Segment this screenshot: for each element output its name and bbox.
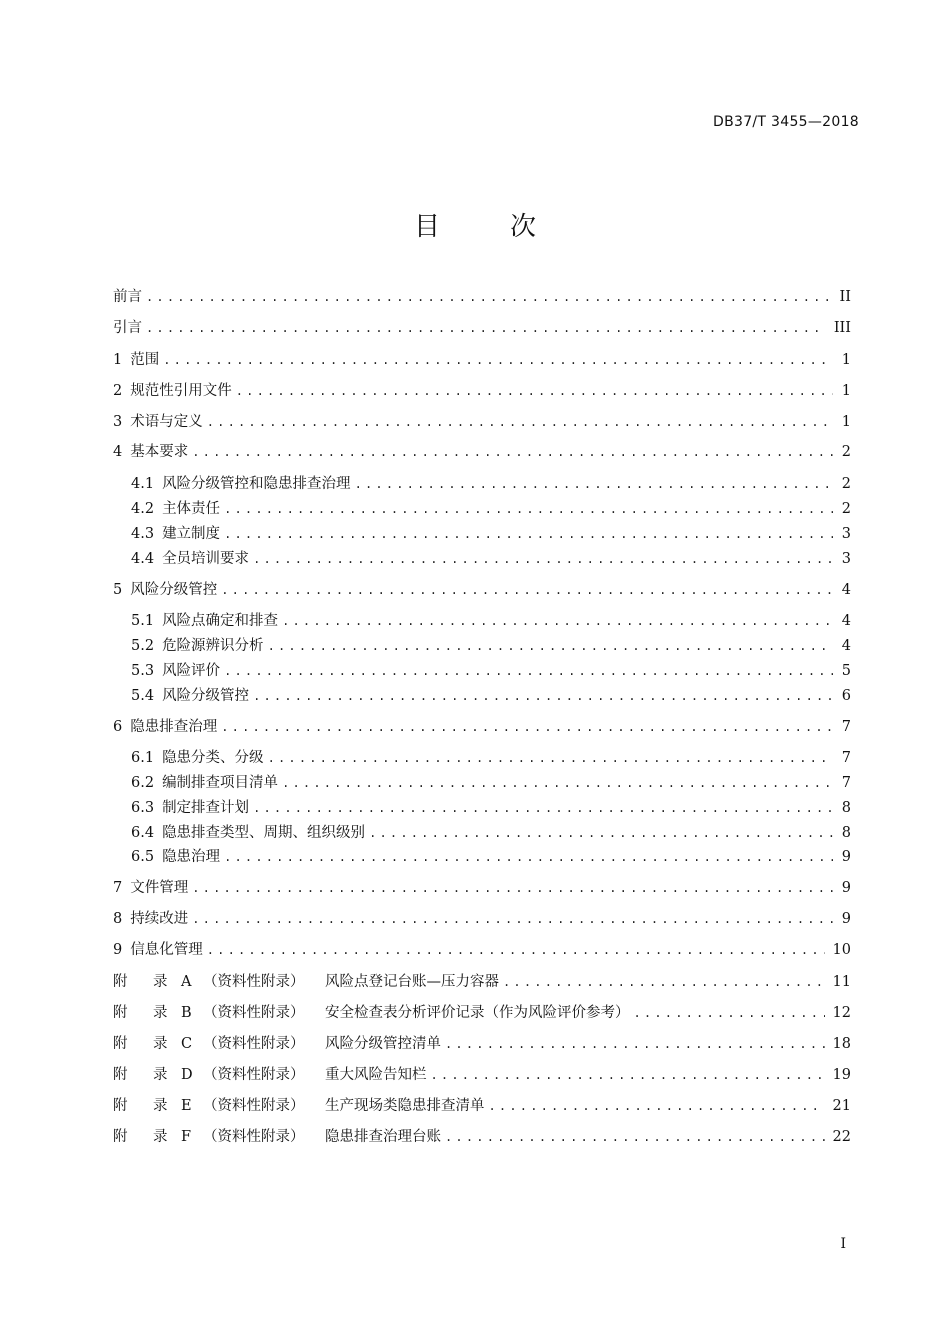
toc-entry-6[interactable]: 6 隐患排查治理 ..... 7 — [113, 716, 851, 738]
toc-entry-6-1[interactable]: 6.1 隐患分类、分级 ..... 7 — [131, 747, 851, 769]
dot-leader — [224, 502, 833, 520]
dot-leader — [503, 975, 825, 993]
dot-leader — [236, 384, 833, 402]
toc-entry-6-2[interactable]: 6.2 编制排查项目清单 ..... 7 — [131, 772, 851, 794]
toc-entry-4-1[interactable]: 4.1 风险分级管控和隐患排查治理 ..... 2 — [131, 473, 851, 495]
toc-page-number: III — [833, 320, 851, 336]
toc-entry-4-3[interactable]: 4.3 建立制度 ..... 3 — [131, 523, 851, 545]
toc-page-number: 2 — [841, 501, 851, 517]
toc-page-number: 8 — [841, 800, 851, 816]
toc-annex-b[interactable]: 附 录 B （资料性附录） 安全检查表分析评价记录（作为风险评价参考） ..... 12 — [113, 1002, 851, 1024]
toc-page-number: 18 — [832, 1036, 851, 1052]
toc-entry-6-3[interactable]: 6.3 制定排查计划 ..... 8 — [131, 797, 851, 819]
toc-entry-5-4[interactable]: 5.4 风险分级管控 ..... 6 — [131, 685, 851, 707]
dot-leader — [431, 1068, 825, 1086]
dot-leader — [445, 1130, 825, 1148]
toc-page-number: 3 — [841, 551, 851, 567]
dot-leader — [224, 850, 833, 868]
toc-entry-5-1[interactable]: 5.1 风险点确定和排查 ..... 4 — [131, 610, 851, 632]
toc-entry-1[interactable]: 1 范围 ..... 1 — [113, 349, 851, 371]
toc-page-number: 12 — [832, 1005, 851, 1021]
toc-entry-8[interactable]: 8 持续改进 ..... 9 — [113, 908, 851, 930]
dot-leader — [207, 943, 825, 961]
dot-leader — [146, 290, 832, 308]
toc-page-number: 3 — [841, 526, 851, 542]
page-title: 目 次 — [413, 212, 558, 242]
toc-annex-e[interactable]: 附 录 E （资料性附录） 生产现场类隐患排查清单 ..... 21 — [113, 1095, 851, 1117]
toc-page-number: 5 — [841, 663, 851, 679]
dot-leader — [253, 801, 833, 819]
toc-entry-5-3[interactable]: 5.3 风险评价 ..... 5 — [131, 660, 851, 682]
toc-page-number: 22 — [832, 1129, 851, 1145]
toc-page-number: 1 — [841, 383, 851, 399]
toc-page-number: 9 — [841, 880, 851, 896]
toc-page-number: II — [839, 289, 851, 305]
toc-entry-5[interactable]: 5 风险分级管控 ..... 4 — [113, 579, 851, 601]
toc-annex-a[interactable]: 附 录 A （资料性附录） 风险点登记台账—压力容器 ..... 11 — [113, 971, 851, 993]
toc-page-number: 4 — [841, 613, 851, 629]
toc-page-number: 1 — [841, 352, 851, 368]
toc-page-number: 1 — [841, 414, 851, 430]
toc-annex-c[interactable]: 附 录 C （资料性附录） 风险分级管控清单 ..... 18 — [113, 1033, 851, 1055]
dot-leader — [268, 639, 833, 657]
toc-page-number: 2 — [841, 444, 851, 460]
dot-leader — [489, 1099, 825, 1117]
dot-leader — [221, 583, 833, 601]
toc-page-number: 4 — [841, 582, 851, 598]
toc-entry-4-2[interactable]: 4.2 主体责任 ..... 2 — [131, 498, 851, 520]
dot-leader — [369, 826, 833, 844]
toc-page-number: 7 — [841, 775, 851, 791]
dot-leader — [221, 720, 833, 738]
toc-page-number: 9 — [841, 849, 851, 865]
dot-leader — [282, 776, 833, 794]
toc-entry-6-5[interactable]: 6.5 隐患治理 ..... 9 — [131, 846, 851, 868]
standard-code: DB37/T 3455—2018 — [713, 114, 859, 130]
toc-entry-foreword[interactable]: 前言 ..... II — [113, 286, 851, 308]
toc-entry-6-4[interactable]: 6.4 隐患排查类型、周期、组织级别 ..... 8 — [131, 822, 851, 844]
toc-page-number: 2 — [841, 476, 851, 492]
toc-page-number: 11 — [832, 974, 851, 990]
dot-leader — [268, 751, 833, 769]
toc-entry-4-4[interactable]: 4.4 全员培训要求 ..... 3 — [131, 548, 851, 570]
page-number: I — [840, 1236, 846, 1252]
toc-entry-2[interactable]: 2 规范性引用文件 ..... 1 — [113, 380, 851, 402]
dot-leader — [634, 1006, 825, 1024]
toc-entry-3[interactable]: 3 术语与定义 ..... 1 — [113, 411, 851, 433]
toc-entry-7[interactable]: 7 文件管理 ..... 9 — [113, 877, 851, 899]
dot-leader — [192, 912, 833, 930]
dot-leader — [445, 1037, 825, 1055]
dot-leader — [253, 552, 833, 570]
dot-leader — [253, 689, 833, 707]
toc-page-number: 10 — [832, 942, 851, 958]
dot-leader — [207, 415, 833, 433]
dot-leader — [163, 353, 833, 371]
dot-leader — [224, 527, 833, 545]
toc-page-number: 7 — [841, 719, 851, 735]
dot-leader — [224, 664, 833, 682]
dot-leader — [192, 881, 833, 899]
toc-entry-4[interactable]: 4 基本要求 ..... 2 — [113, 441, 851, 463]
toc-entry-introduction[interactable]: 引言 ..... III — [113, 317, 851, 339]
toc-page-number: 8 — [841, 825, 851, 841]
toc-page-number: 7 — [841, 750, 851, 766]
toc-annex-d[interactable]: 附 录 D （资料性附录） 重大风险告知栏 ..... 19 — [113, 1064, 851, 1086]
toc-entry-9[interactable]: 9 信息化管理 ..... 10 — [113, 939, 851, 961]
toc-entry-5-2[interactable]: 5.2 危险源辨识分析 ..... 4 — [131, 635, 851, 657]
toc-page-number: 4 — [841, 638, 851, 654]
toc-page-number: 21 — [832, 1098, 851, 1114]
dot-leader — [146, 321, 826, 339]
toc-page-number: 9 — [841, 911, 851, 927]
toc-page-number: 19 — [832, 1067, 851, 1083]
dot-leader — [192, 445, 833, 463]
dot-leader — [355, 477, 833, 495]
toc-annex-f[interactable]: 附 录 F （资料性附录） 隐患排查治理台账 ..... 22 — [113, 1126, 851, 1148]
toc-page-number: 6 — [841, 688, 851, 704]
dot-leader — [282, 614, 833, 632]
